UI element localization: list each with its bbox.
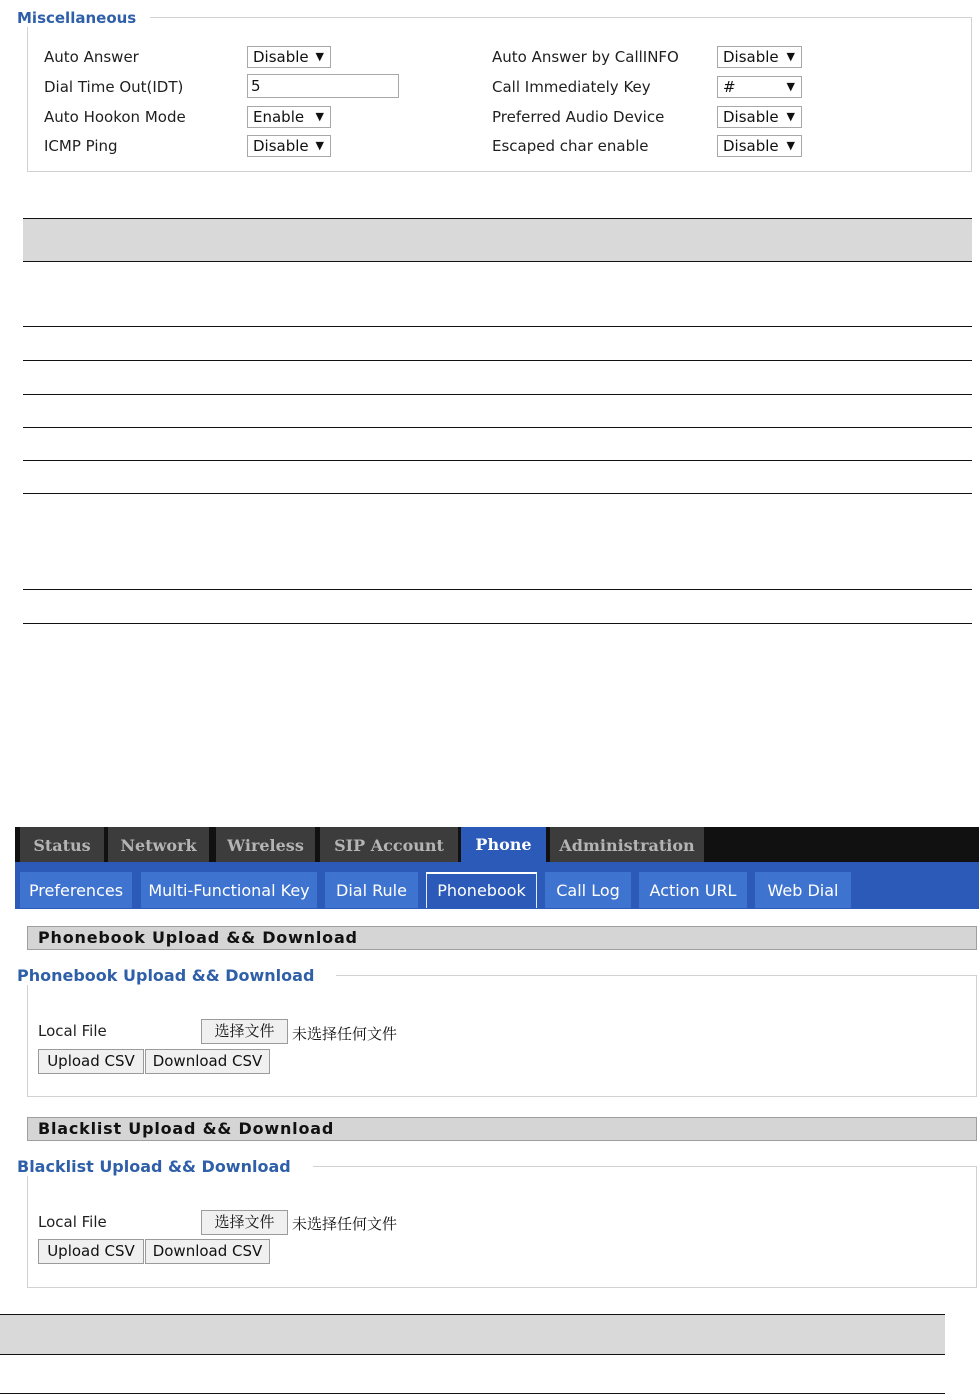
blacklist-legend: Blacklist Upload && Download xyxy=(17,1157,313,1176)
subtab-dial-rule[interactable]: Dial Rule xyxy=(325,872,418,908)
table-rule xyxy=(23,623,972,624)
auto-answer-label: Auto Answer xyxy=(44,48,139,66)
tab-network[interactable]: Network xyxy=(108,827,209,862)
phonebook-no-file-text: 未选择任何文件 xyxy=(292,1025,398,1043)
blacklist-choose-file-button[interactable]: 选择文件 xyxy=(201,1210,288,1235)
escaped-char-select[interactable] xyxy=(717,135,802,157)
call-immediately-key-value: # xyxy=(723,78,736,96)
preferred-audio-device-value: Disable xyxy=(723,108,779,126)
dial-timeout-label: Dial Time Out(IDT) xyxy=(44,78,184,96)
tab-phone[interactable]: Phone xyxy=(461,827,546,862)
escaped-char-label: Escaped char enable xyxy=(492,137,649,155)
table-header-row xyxy=(23,219,972,261)
icmp-ping-value: Disable xyxy=(253,137,309,155)
dropdown-arrow-icon: ▼ xyxy=(786,139,795,152)
subtab-action-url[interactable]: Action URL xyxy=(639,872,747,908)
subtab-phonebook[interactable]: Phonebook xyxy=(426,872,537,908)
auto-answer-callinfo-label: Auto Answer by CallINFO xyxy=(492,48,679,66)
preferred-audio-device-label: Preferred Audio Device xyxy=(492,108,665,126)
auto-answer-callinfo-select[interactable] xyxy=(717,46,802,68)
icmp-ping-select[interactable] xyxy=(247,135,331,157)
dropdown-arrow-icon: ▼ xyxy=(315,50,324,63)
dial-timeout-input[interactable]: 5 xyxy=(247,74,399,98)
phonebook-local-file-label: Local File xyxy=(38,1022,107,1040)
table-rule xyxy=(23,493,972,494)
tab-wireless[interactable]: Wireless xyxy=(216,827,315,862)
tab-administration[interactable]: Administration xyxy=(550,827,704,862)
phonebook-upload-csv-button[interactable]: Upload CSV xyxy=(38,1049,144,1074)
tab-sip-account[interactable]: SIP Account xyxy=(320,827,458,862)
auto-hookon-value: Enable xyxy=(253,108,305,126)
phonebook-section-header: Phonebook Upload && Download xyxy=(27,926,977,950)
auto-hookon-select[interactable] xyxy=(247,106,331,128)
dropdown-arrow-icon: ▼ xyxy=(786,80,795,93)
auto-hookon-label: Auto Hookon Mode xyxy=(44,108,186,126)
table-rule xyxy=(0,1393,945,1394)
dropdown-arrow-icon: ▼ xyxy=(786,50,795,63)
phonebook-download-csv-button[interactable]: Download CSV xyxy=(145,1049,270,1074)
escaped-char-value: Disable xyxy=(723,137,779,155)
tab-status[interactable]: Status xyxy=(20,827,104,862)
phonebook-legend: Phonebook Upload && Download xyxy=(17,966,336,985)
table-rule xyxy=(23,360,972,361)
blacklist-download-csv-button[interactable]: Download CSV xyxy=(145,1239,270,1264)
miscellaneous-legend: Miscellaneous xyxy=(17,9,150,27)
icmp-ping-label: ICMP Ping xyxy=(44,137,118,155)
blacklist-section-header: Blacklist Upload && Download xyxy=(27,1117,977,1141)
table-rule xyxy=(23,460,972,461)
phonebook-choose-file-button[interactable]: 选择文件 xyxy=(201,1019,288,1044)
dropdown-arrow-icon: ▼ xyxy=(315,110,324,123)
preferred-audio-device-select[interactable] xyxy=(717,106,802,128)
subtab-call-log[interactable]: Call Log xyxy=(545,872,631,908)
table-rule xyxy=(0,1354,945,1355)
blacklist-upload-csv-button[interactable]: Upload CSV xyxy=(38,1239,144,1264)
subtab-preferences[interactable]: Preferences xyxy=(20,872,132,908)
blacklist-fieldset xyxy=(27,1166,977,1288)
subtab-multi-functional-key[interactable]: Multi-Functional Key xyxy=(141,872,317,908)
auto-answer-select[interactable] xyxy=(247,46,331,68)
auto-answer-value: Disable xyxy=(253,48,309,66)
blacklist-local-file-label: Local File xyxy=(38,1213,107,1231)
dropdown-arrow-icon: ▼ xyxy=(315,139,324,152)
table-rule xyxy=(23,394,972,395)
subtab-web-dial[interactable]: Web Dial xyxy=(755,872,851,908)
table-rule xyxy=(23,218,972,219)
blacklist-no-file-text: 未选择任何文件 xyxy=(292,1215,398,1233)
lower-table-header-row xyxy=(0,1315,945,1354)
table-rule xyxy=(23,427,972,428)
table-rule xyxy=(23,261,972,262)
table-rule xyxy=(0,1314,945,1315)
call-immediately-key-label: Call Immediately Key xyxy=(492,78,651,96)
dropdown-arrow-icon: ▼ xyxy=(786,110,795,123)
table-rule xyxy=(23,326,972,327)
call-immediately-key-select[interactable] xyxy=(717,76,802,98)
table-rule xyxy=(23,589,972,590)
phonebook-fieldset xyxy=(27,975,977,1097)
auto-answer-callinfo-value: Disable xyxy=(723,48,779,66)
